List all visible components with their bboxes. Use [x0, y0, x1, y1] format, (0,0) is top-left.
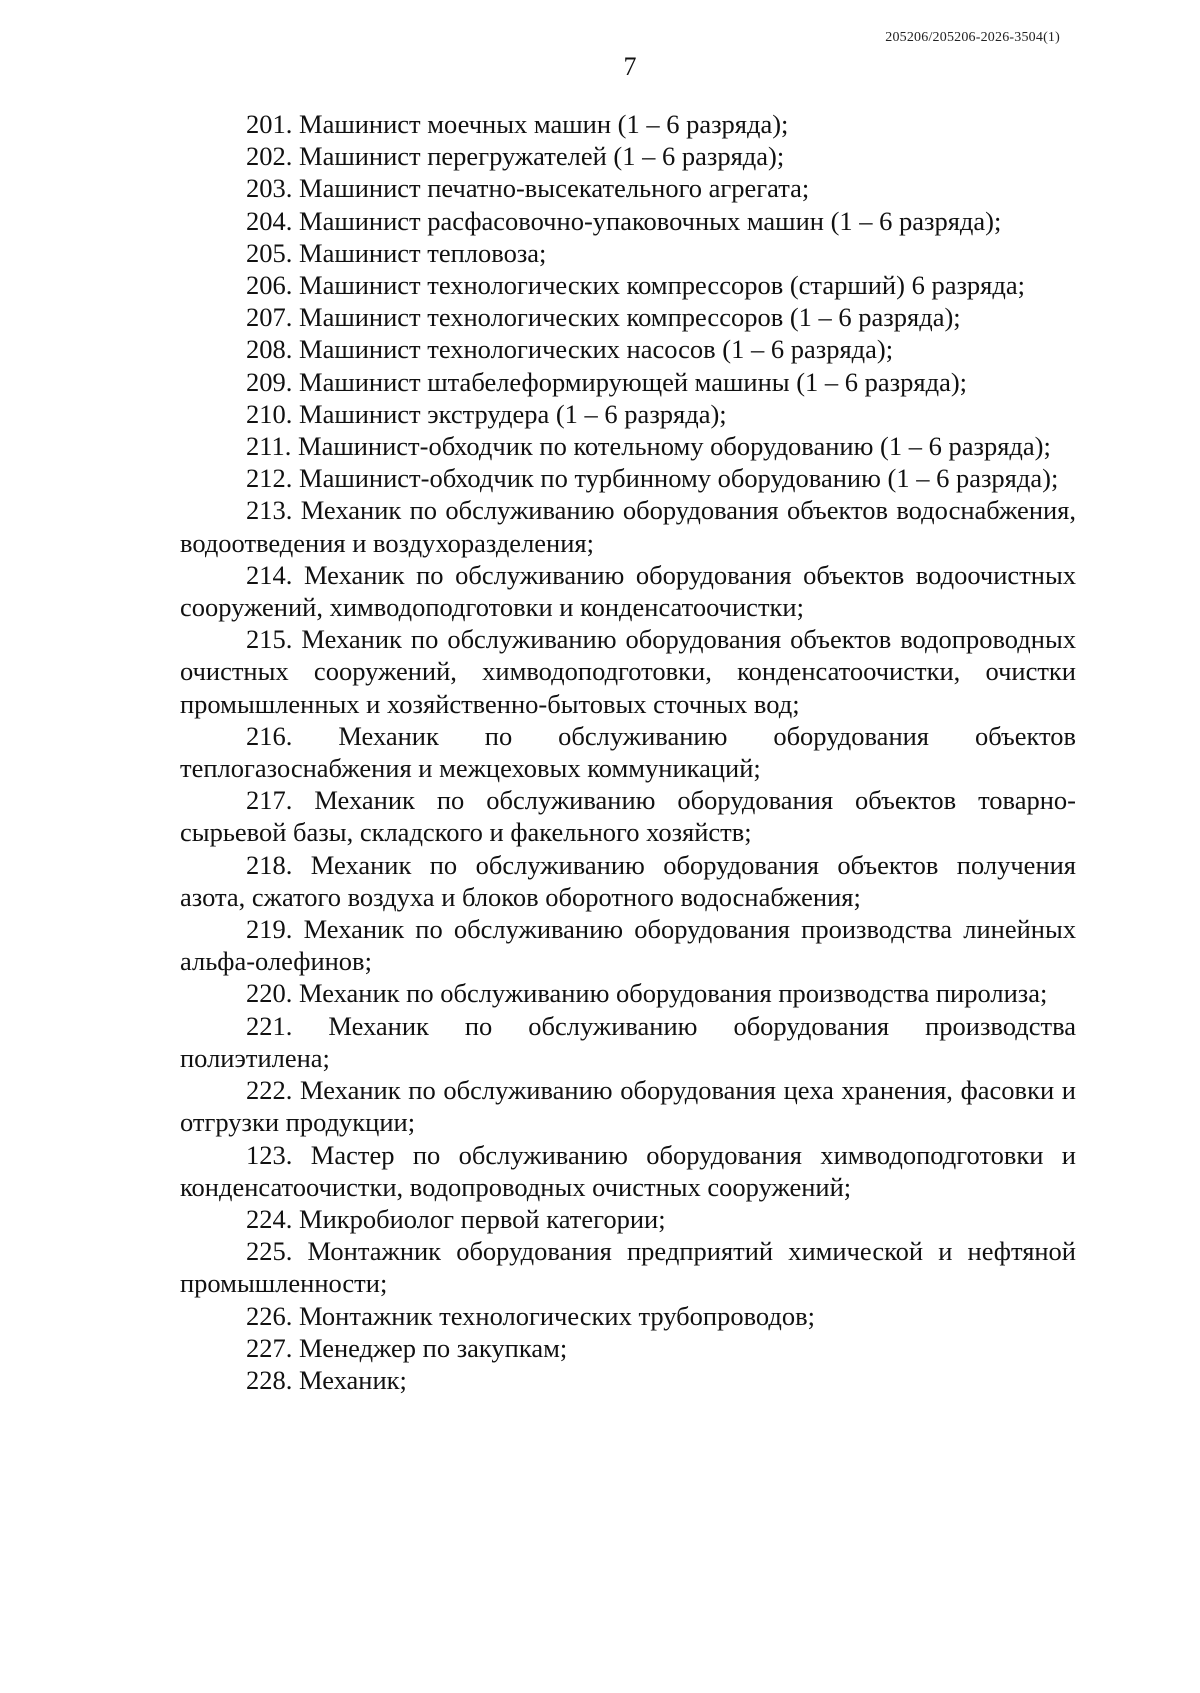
list-item: 204. Машинист расфасовочно-упаковочных машин (1 – 6 разряда);	[246, 205, 1002, 236]
page-number: 7	[623, 52, 637, 81]
list-item: 207. Машинист технологических компрессоров (1 – 6 разряда);	[246, 302, 961, 333]
list-item: 224. Микробиолог первой категории;	[246, 1203, 666, 1234]
list-item: 201. Машинист моечных машин (1 – 6 разряда);	[246, 109, 789, 139]
list-item: 206. Машинист технологических компрессоров (старший) 6 разряда;	[246, 270, 1025, 301]
list-item: 202. Машинист перегружателей (1 – 6 разряда);	[246, 141, 785, 172]
list-item: 226. Монтажник технологических трубопроводов;	[246, 1300, 816, 1331]
list-item: 218. Механик по обслуживанию оборудования объектов получения азота, сжатого воздуха и блоков оборотного водоснабжения;	[180, 849, 1076, 912]
list-item: 221. Механик по обслуживанию оборудования производства полиэтилена;	[180, 1010, 1076, 1073]
document-id: 205206/205206-2026-3504(1)	[885, 30, 1060, 45]
list-item: 205. Машинист тепловоза;	[246, 237, 547, 268]
list-item: 209. Машинист штабелеформирующей машины (1 – 6 разряда);	[246, 366, 968, 397]
list-item: 220. Механик по обслуживанию оборудования производства пиролиза;	[246, 978, 1048, 1009]
list-item: 214. Механик по обслуживанию оборудования объектов водоочистных сооружений, химводоподготовки и конденсатоочистки;	[180, 559, 1076, 623]
list-item: 211. Машинист-обходчик по котельному оборудованию (1 – 6 разряда);	[246, 431, 1051, 462]
list-item: 228. Механик;	[246, 1364, 407, 1395]
list-item: 215. Механик по обслуживанию оборудования объектов водопроводных очистных сооружений, химводоподготовки, конденсатоочистки, очистки промышленных и хозяйственно-бытовых сточных вод;	[180, 624, 1076, 719]
list-item: 227. Менеджер по закупкам;	[246, 1332, 568, 1363]
list-item: 219. Механик по обслуживанию оборудования производства линейных альфа-олефинов;	[180, 914, 1076, 977]
list-item: 217. Механик по обслуживанию оборудования объектов товарно-сырьевой базы, складского и факельного хозяйств;	[180, 785, 1076, 848]
list-item: 222. Механик по обслуживанию оборудования цеха хранения, фасовки и отгрузки продукции;	[180, 1075, 1076, 1138]
list-item: 213. Механик по обслуживанию оборудования объектов водоснабжения, водоотведения и воздухоразделения;	[180, 495, 1076, 558]
list-item: 123. Мастер по обслуживанию оборудования химводоподготовки и конденсатоочистки, водопроводных очистных сооружений;	[180, 1139, 1076, 1202]
list-item: 212. Машинист-обходчик по турбинному оборудованию (1 – 6 разряда);	[246, 463, 1059, 494]
list-item: 225. Монтажник оборудования предприятий химической и нефтяной промышленности;	[180, 1236, 1076, 1299]
list-item: 208. Машинист технологических насосов (1 – 6 разряда);	[246, 334, 894, 365]
occupation-list	[180, 108, 1076, 1396]
list-item: 216. Механик по обслуживанию оборудования объектов теплогазоснабжения и межцеховых коммуникаций;	[180, 720, 1076, 784]
list-item: 203. Машинист печатно-высекательного агрегата;	[246, 173, 810, 204]
list-item: 210. Машинист экструдера (1 – 6 разряда);	[246, 398, 727, 429]
